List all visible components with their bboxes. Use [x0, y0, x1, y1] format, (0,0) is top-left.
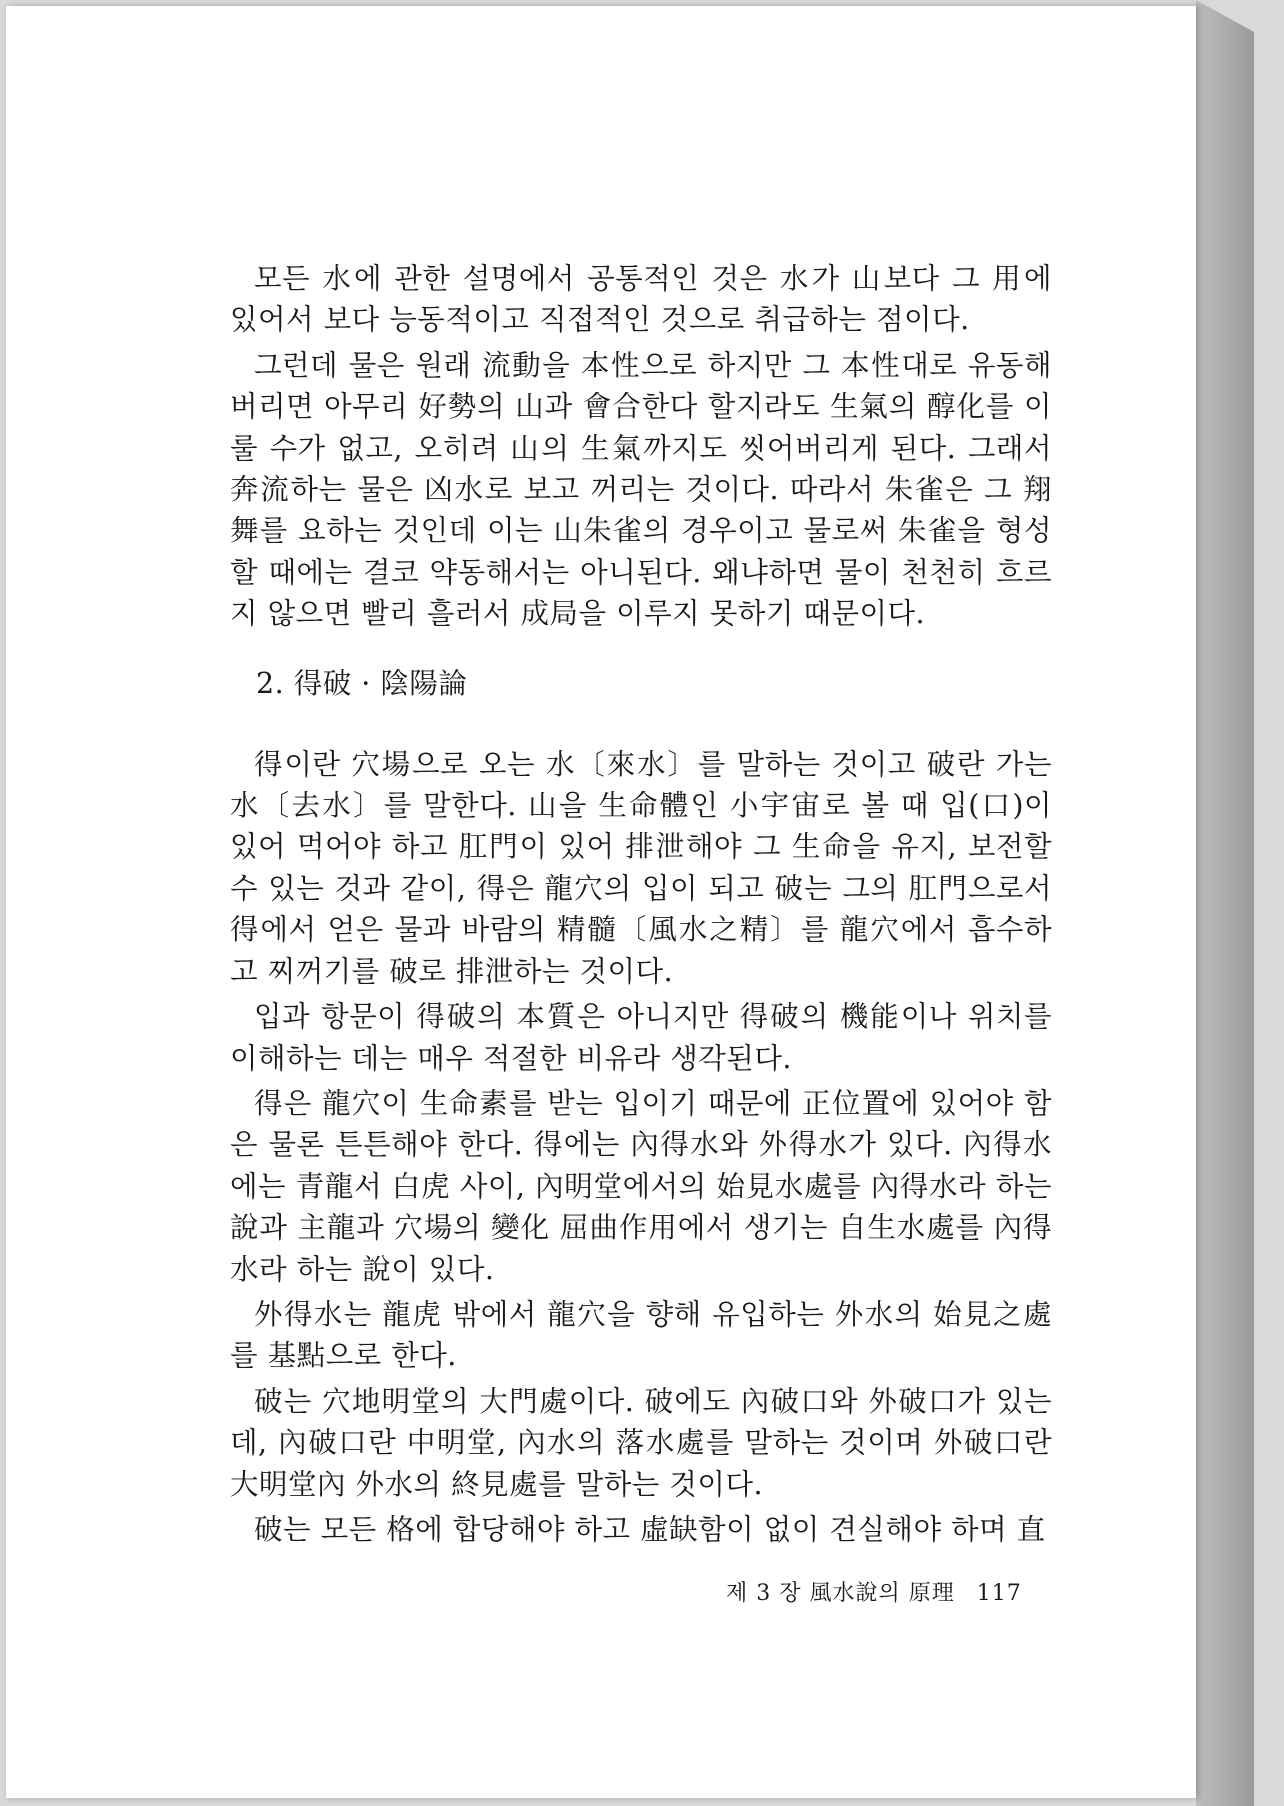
book-page	[6, 6, 1196, 1798]
chapter-title: 제 3 장 風水說의 原理	[726, 1581, 955, 1606]
paragraph: 그런데 물은 원래 流動을 本性으로 하지만 그 本性대로 유동해 버리면 아무리 好勢의 山과 會合한다 할지라도 生氣의 醇化를 이룰 수가 없고, 오히려 山의 生氣까지도 씻어버리게 된다. 그래서 奔流하는 물은 凶水로 보고 꺼리는 것이다. 따라서 朱雀은 그 翔舞를 요하는 것인데 이는 山朱雀의 경우이고 물로써 朱雀을 형성할 때에는 결코 약동해서는 아니된다. 왜냐하면 물이 천천히 흐르지 않으면 빨리 흘러서 成局을 이루지 못하기 때문이다.	[230, 348, 1052, 631]
paragraph: 破는 穴地明堂의 大門處이다. 破에도 內破口와 外破口가 있는데, 內破口란 中明堂, 內水의 落水處를 말하는 것이며 外破口란 大明堂內 外水의 終見處를 말하는 것이다.	[230, 1384, 1052, 1501]
paragraph: 得은 龍穴이 生命素를 받는 입이기 때문에 正位置에 있어야 함은 물론 튼튼해야 한다. 得에는 內得水와 外得水가 있다. 內得水에는 青龍서 白虎 사이, 內明堂에서의 始見水處를 內得水라 하는 說과 主龍과 穴場의 變化 屈曲作用에서 생기는 自生水處를 內得水라 하는 說이 있다.	[230, 1086, 1052, 1286]
paragraph: 得이란 穴場으로 오는 水〔來水〕를 말하는 것이고 破란 가는 水〔去水〕를 말한다. 山을 生命體인 小宇宙로 볼 때 입(口)이 있어 먹어야 하고 肛門이 있어 排泄해야 그 生命을 유지, 보전할 수 있는 것과 같이, 得은 龍穴의 입이 되고 破는 그의 肛門으로서 得에서 얻은 물과 바람의 精髓〔風水之精〕를 龍穴에서 흡수하고 찌꺼기를 破로 排泄하는 것이다.	[230, 747, 1052, 988]
paragraph: 입과 항문이 得破의 本質은 아니지만 得破의 機能이나 위치를 이해하는 데는 매우 적절한 비유라 생각된다.	[230, 1000, 1052, 1075]
running-footer	[726, 1576, 1026, 1607]
section-heading: 2. 得破 · 陰陽論	[256, 666, 468, 700]
page-number: 117	[976, 1581, 1022, 1606]
paragraph: 모든 水에 관한 설명에서 공통적인 것은 水가 山보다 그 用에 있어서 보다 능동적이고 직접적인 것으로 취급하는 점이다.	[230, 262, 1052, 337]
paragraph: 破는 모든 格에 합당해야 하고 虛缺함이 없이 견실해야 하며 直	[254, 1512, 1046, 1546]
paragraph: 外得水는 龍虎 밖에서 龍穴을 향해 유입하는 外水의 始見之處를 基點으로 한다.	[230, 1297, 1052, 1373]
page-body	[230, 258, 1052, 1554]
book-edge	[1196, 0, 1254, 1806]
